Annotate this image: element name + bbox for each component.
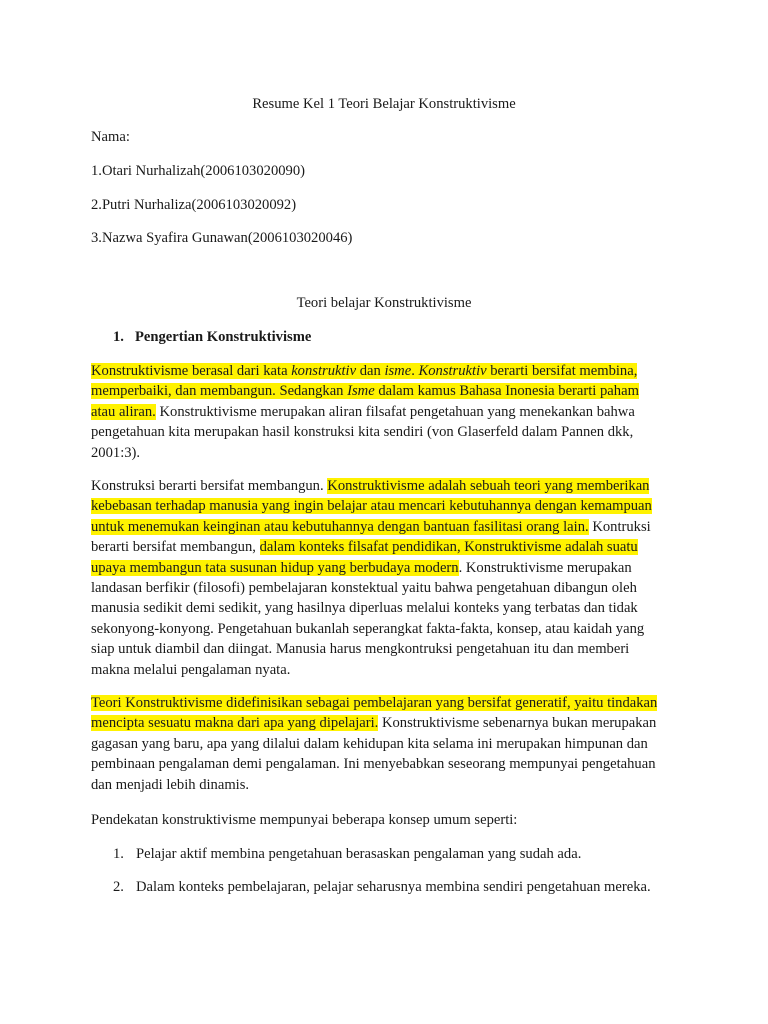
paragraph-2-line-5: upaya membangun tata susunan hidup yang berbudaya modern. Konstruktivisme merupakan: [91, 559, 632, 576]
paragraph-2-line-6: landasan berfikir (filosofi) pembelajaran konstektual yaitu bahwa pengetahuan dibangun oleh: [91, 580, 637, 597]
paragraph-2-line-10: makna melalui pengalaman nyata.: [91, 661, 291, 678]
paragraph-2-line-4: berarti bersifat membangun, dalam konteks filsafat pendidikan, Konstruktivisme adalah suatu: [91, 539, 638, 556]
names-label: Nama:: [91, 129, 130, 145]
paragraph-2-line-9: siap untuk diambil dan diingat. Manusia harus mengkontruksi pengetahuan itu dan memberi: [91, 641, 630, 658]
paragraph-1-line-3: atau aliran. Konstruktivisme merupakan aliran filsafat pengetahuan yang menekankan bahwa: [91, 403, 635, 420]
paragraph-1-line-1: Konstruktivisme berasal dari kata konstruktiv dan isme. Konstruktiv berarti bersifat membina,: [91, 363, 638, 379]
list-item-2-number: 2.: [113, 879, 124, 895]
paragraph-1-line-4: pengetahuan kita merupakan hasil konstruksi kita sendiri (von Glaserfeld dalam Pannen dkk,: [91, 424, 634, 441]
paragraph-2-line-7: manusia sedikit demi sedikit, yang hasilnya diperluas melalui konteks yang terbatas dan tidak: [91, 600, 638, 617]
paragraph-2-line-8: sekonyong-konyong. Pengetahuan bukanlah seperangkat fakta-fakta, konsep, atau kaidah yang: [91, 620, 645, 637]
paragraph-2: [91, 476, 677, 680]
section-heading: Pengertian Konstruktivisme: [135, 329, 312, 345]
paragraph-2-line-3: untuk menemukan keinginan atau kebutuhannya dengan bantuan fasilitasi orang lain. Kontruksi: [91, 518, 651, 535]
paragraph-2-line-1: Konstruksi berarti bersifat membangun. Konstruktivisme adalah sebuah teori yang memberikan: [91, 478, 650, 494]
paragraph-3-line-1: Teori Konstruktivisme didefinisikan sebagai pembelajaran yang bersifat generatif, yaitu tindakan: [91, 695, 658, 711]
paragraph-1-line-2: memperbaiki, dan membangun. Sedangkan Isme dalam kamus Bahasa Inonesia berarti paham: [91, 383, 639, 400]
section-number: 1.: [113, 329, 124, 345]
paragraph-3-line-5: dan menjadi lebih dinamis.: [91, 776, 250, 793]
member-1: 1.Otari Nurhalizah(2006103020090): [91, 163, 305, 179]
member-3: 3.Nazwa Syafira Gunawan(2006103020046): [91, 230, 353, 246]
member-2: 2.Putri Nurhaliza(2006103020092): [91, 197, 297, 213]
paragraph-2-line-2: kebebasan terhadap manusia yang ingin belajar atau mencari kebutuhannya dengan kemampuan: [91, 498, 652, 515]
document-subtitle: Teori belajar Konstruktivisme: [296, 295, 472, 311]
paragraph-1-line-5: 2001:3).: [91, 444, 141, 461]
paragraph-1: [91, 361, 677, 463]
paragraph-4: Pendekatan konstruktivisme mempunyai beberapa konsep umum seperti:: [91, 812, 518, 828]
paragraph-3-line-3: gagasan yang baru, apa yang dilalui dalam kehidupan kita selama ini merupakan himpunan dan: [91, 735, 648, 752]
paragraph-3-line-4: pembinaan pengalaman demi pengalaman. Ini menyebabkan seseorang mempunyai pengetahuan: [91, 756, 656, 773]
list-item-1-text: Pelajar aktif membina pengetahuan berasaskan pengalaman yang sudah ada.: [136, 846, 582, 862]
paragraph-3-line-2: mencipta sesuatu makna dari apa yang dipelajari. Konstruktivisme sebenarnya bukan merupakan: [91, 715, 657, 732]
document-title: Resume Kel 1 Teori Belajar Konstruktivisme: [252, 96, 516, 112]
list-item-1-number: 1.: [113, 846, 124, 862]
paragraph-3: [91, 693, 677, 795]
list-item-2-text: Dalam konteks pembelajaran, pelajar seharusnya membina sendiri pengetahuan mereka.: [136, 879, 651, 895]
